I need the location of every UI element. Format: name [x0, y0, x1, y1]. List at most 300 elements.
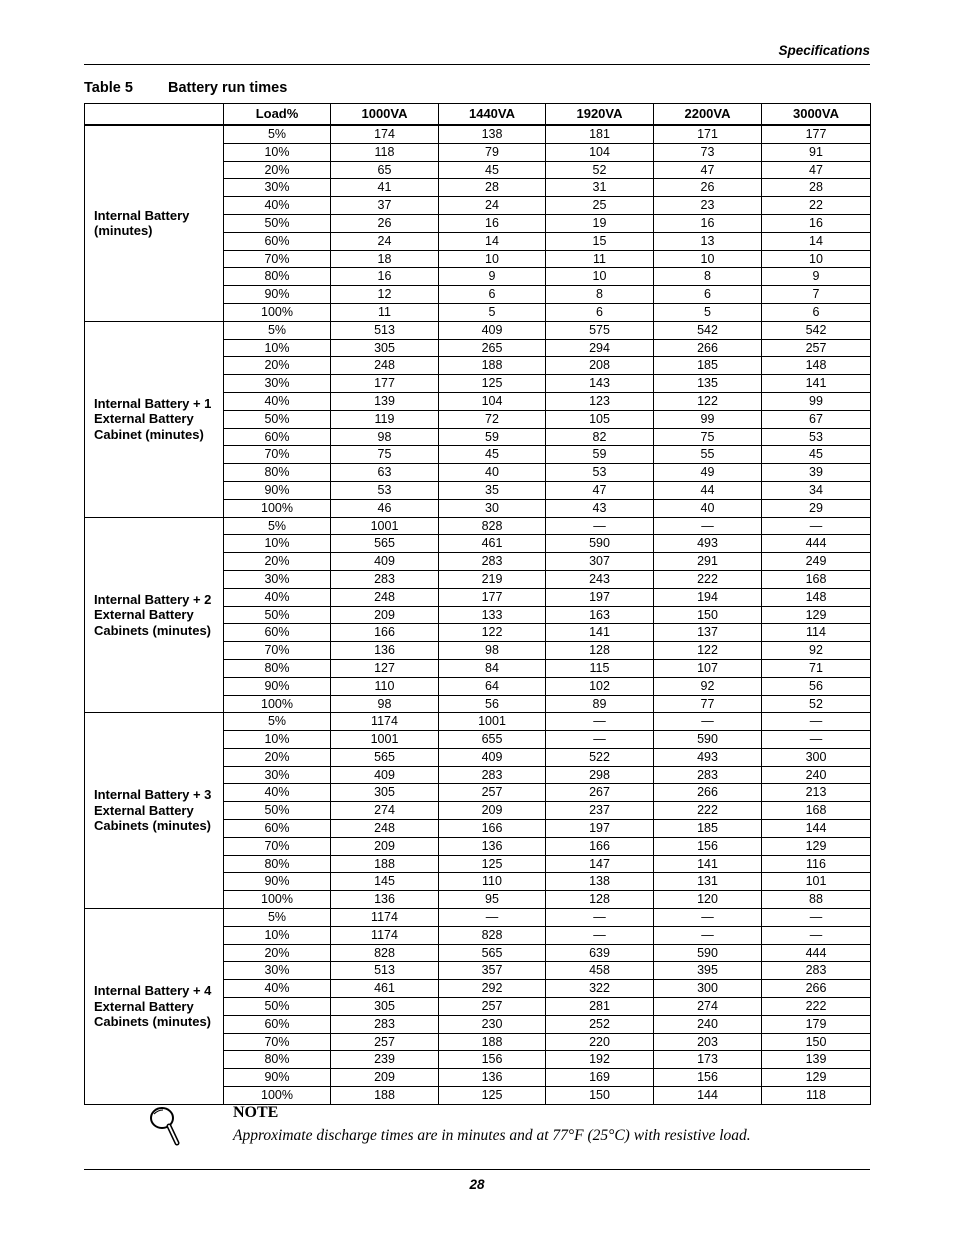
runtime-cell: 163	[546, 606, 654, 624]
runtime-cell: 305	[331, 339, 439, 357]
runtime-cell: 1174	[331, 909, 439, 927]
runtime-cell: 252	[546, 1015, 654, 1033]
runtime-cell: 119	[331, 410, 439, 428]
runtime-cell: 292	[439, 980, 546, 998]
runtime-cell: 6	[439, 286, 546, 304]
runtime-cell: 5	[654, 303, 762, 321]
group-label: Internal Battery + 1 External Battery Cabinet (minutes)	[85, 321, 224, 517]
runtime-cell: 128	[546, 891, 654, 909]
load-cell: 100%	[224, 695, 331, 713]
runtime-cell: 444	[762, 944, 871, 962]
runtime-cell: 542	[654, 321, 762, 339]
runtime-cell: 249	[762, 553, 871, 571]
runtime-cell: 125	[439, 1087, 546, 1105]
table-body	[85, 125, 871, 1104]
load-cell: 5%	[224, 517, 331, 535]
runtime-cell: 91	[762, 143, 871, 161]
runtime-cell: 37	[331, 197, 439, 215]
runtime-cell: 222	[654, 802, 762, 820]
load-cell: 40%	[224, 197, 331, 215]
runtime-cell: 14	[439, 232, 546, 250]
runtime-cell: 64	[439, 677, 546, 695]
runtime-cell: 29	[762, 499, 871, 517]
runtime-cell: 257	[762, 339, 871, 357]
runtime-cell: 565	[331, 535, 439, 553]
load-cell: 100%	[224, 1087, 331, 1105]
runtime-cell: 150	[762, 1033, 871, 1051]
load-cell: 90%	[224, 873, 331, 891]
load-cell: 5%	[224, 713, 331, 731]
runtime-cell: 136	[439, 1069, 546, 1087]
runtime-cell: 26	[654, 179, 762, 197]
runtime-cell: 110	[331, 677, 439, 695]
load-cell: 100%	[224, 891, 331, 909]
runtime-cell: 143	[546, 375, 654, 393]
runtime-cell: 92	[654, 677, 762, 695]
runtime-cell: 65	[331, 161, 439, 179]
load-cell: 20%	[224, 944, 331, 962]
runtime-cell: 31	[546, 179, 654, 197]
load-cell: 90%	[224, 1069, 331, 1087]
runtime-cell: 590	[546, 535, 654, 553]
battery-runtime-table	[84, 103, 871, 1105]
runtime-cell: 8	[546, 286, 654, 304]
runtime-cell: 104	[439, 392, 546, 410]
runtime-cell: 1001	[439, 713, 546, 731]
load-cell: 10%	[224, 143, 331, 161]
runtime-cell: 9	[762, 268, 871, 286]
runtime-cell: 1174	[331, 713, 439, 731]
runtime-cell: 122	[654, 642, 762, 660]
runtime-cell: 145	[331, 873, 439, 891]
runtime-cell: 150	[546, 1087, 654, 1105]
runtime-cell: —	[546, 517, 654, 535]
runtime-cell: 266	[762, 980, 871, 998]
runtime-cell: 41	[331, 179, 439, 197]
group-label: Internal Battery (minutes)	[85, 125, 224, 321]
load-cell: 80%	[224, 659, 331, 677]
runtime-cell: 141	[762, 375, 871, 393]
load-cell: 5%	[224, 909, 331, 927]
runtime-cell: 305	[331, 784, 439, 802]
runtime-cell: 322	[546, 980, 654, 998]
load-cell: 40%	[224, 392, 331, 410]
runtime-cell: 9	[439, 268, 546, 286]
runtime-cell: 307	[546, 553, 654, 571]
runtime-cell: 283	[331, 1015, 439, 1033]
runtime-cell: 188	[439, 357, 546, 375]
runtime-cell: 188	[439, 1033, 546, 1051]
runtime-cell: 8	[654, 268, 762, 286]
runtime-cell: 197	[546, 820, 654, 838]
runtime-cell: 147	[546, 855, 654, 873]
running-header: Specifications	[778, 43, 870, 58]
runtime-cell: 110	[439, 873, 546, 891]
runtime-cell: 26	[331, 214, 439, 232]
load-cell: 90%	[224, 481, 331, 499]
runtime-cell: 43	[546, 499, 654, 517]
runtime-cell: 565	[439, 944, 546, 962]
runtime-cell: 11	[331, 303, 439, 321]
runtime-cell: 84	[439, 659, 546, 677]
load-cell: 70%	[224, 446, 331, 464]
runtime-cell: 39	[762, 464, 871, 482]
load-cell: 70%	[224, 250, 331, 268]
runtime-cell: 136	[331, 642, 439, 660]
runtime-cell: 139	[331, 392, 439, 410]
runtime-cell: 294	[546, 339, 654, 357]
runtime-cell: 197	[546, 588, 654, 606]
runtime-cell: —	[546, 909, 654, 927]
runtime-cell: 522	[546, 748, 654, 766]
runtime-cell: 45	[439, 446, 546, 464]
runtime-cell: 49	[654, 464, 762, 482]
runtime-cell: 179	[762, 1015, 871, 1033]
load-cell: 100%	[224, 303, 331, 321]
runtime-cell: —	[654, 926, 762, 944]
runtime-cell: 188	[331, 1087, 439, 1105]
table-row	[85, 713, 871, 731]
runtime-cell: 95	[439, 891, 546, 909]
runtime-cell: 828	[331, 944, 439, 962]
runtime-cell: 98	[331, 695, 439, 713]
runtime-cell: 15	[546, 232, 654, 250]
runtime-cell: 47	[654, 161, 762, 179]
runtime-cell: 16	[654, 214, 762, 232]
runtime-cell: 25	[546, 197, 654, 215]
runtime-cell: 458	[546, 962, 654, 980]
runtime-cell: 283	[439, 766, 546, 784]
footer-divider	[84, 1169, 870, 1170]
header-divider	[84, 64, 870, 65]
load-cell: 60%	[224, 1015, 331, 1033]
runtime-cell: —	[762, 517, 871, 535]
table-row	[85, 517, 871, 535]
runtime-cell: 44	[654, 481, 762, 499]
load-cell: 70%	[224, 837, 331, 855]
runtime-cell: 14	[762, 232, 871, 250]
runtime-cell: 173	[654, 1051, 762, 1069]
load-cell: 30%	[224, 766, 331, 784]
runtime-cell: 127	[331, 659, 439, 677]
runtime-cell: 409	[331, 553, 439, 571]
runtime-cell: 73	[654, 143, 762, 161]
runtime-cell: 828	[439, 926, 546, 944]
runtime-cell: 63	[331, 464, 439, 482]
load-cell: 50%	[224, 802, 331, 820]
runtime-cell: 28	[762, 179, 871, 197]
note-text: Approximate discharge times are in minutes and at 77°F (25°C) with resistive load.	[233, 1127, 751, 1144]
runtime-cell: 300	[762, 748, 871, 766]
runtime-cell: 828	[439, 517, 546, 535]
runtime-cell: 513	[331, 962, 439, 980]
load-cell: 40%	[224, 784, 331, 802]
runtime-cell: 59	[546, 446, 654, 464]
runtime-cell: 24	[331, 232, 439, 250]
table-label: Table 5	[84, 80, 133, 96]
runtime-cell: —	[654, 517, 762, 535]
column-header: Load%	[224, 104, 331, 126]
runtime-cell: 639	[546, 944, 654, 962]
runtime-cell: 122	[439, 624, 546, 642]
runtime-cell: 82	[546, 428, 654, 446]
runtime-cell: 203	[654, 1033, 762, 1051]
runtime-cell: 248	[331, 357, 439, 375]
runtime-cell: 35	[439, 481, 546, 499]
runtime-cell: 219	[439, 570, 546, 588]
runtime-cell: 120	[654, 891, 762, 909]
group-label: Internal Battery + 4 External Battery Cabinets (minutes)	[85, 909, 224, 1105]
column-header: 2200VA	[654, 104, 762, 126]
runtime-cell: 298	[546, 766, 654, 784]
runtime-cell: 565	[331, 748, 439, 766]
runtime-cell: 655	[439, 731, 546, 749]
load-cell: 20%	[224, 357, 331, 375]
runtime-cell: 101	[762, 873, 871, 891]
runtime-cell: 11	[546, 250, 654, 268]
runtime-cell: 53	[546, 464, 654, 482]
load-cell: 10%	[224, 339, 331, 357]
runtime-cell: 24	[439, 197, 546, 215]
runtime-cell: 168	[762, 570, 871, 588]
runtime-cell: 16	[331, 268, 439, 286]
runtime-cell: 174	[331, 125, 439, 143]
runtime-cell: 461	[439, 535, 546, 553]
runtime-cell: 461	[331, 980, 439, 998]
runtime-cell: 222	[762, 998, 871, 1016]
runtime-cell: 209	[331, 837, 439, 855]
load-cell: 20%	[224, 161, 331, 179]
runtime-cell: 243	[546, 570, 654, 588]
runtime-cell: 150	[654, 606, 762, 624]
runtime-cell: 171	[654, 125, 762, 143]
runtime-cell: 257	[331, 1033, 439, 1051]
runtime-cell: 116	[762, 855, 871, 873]
runtime-cell: 136	[439, 837, 546, 855]
runtime-cell: 10	[546, 268, 654, 286]
runtime-cell: 148	[762, 357, 871, 375]
runtime-cell: 177	[439, 588, 546, 606]
load-cell: 10%	[224, 731, 331, 749]
runtime-cell: 30	[439, 499, 546, 517]
load-cell: 5%	[224, 125, 331, 143]
runtime-cell: 53	[331, 481, 439, 499]
runtime-cell: 138	[439, 125, 546, 143]
runtime-cell: 409	[439, 748, 546, 766]
runtime-cell: 137	[654, 624, 762, 642]
runtime-cell: 240	[762, 766, 871, 784]
load-cell: 70%	[224, 1033, 331, 1051]
runtime-cell: 59	[439, 428, 546, 446]
runtime-cell: 10	[654, 250, 762, 268]
runtime-cell: 122	[654, 392, 762, 410]
runtime-cell: 55	[654, 446, 762, 464]
load-cell: 5%	[224, 321, 331, 339]
runtime-cell: 444	[762, 535, 871, 553]
runtime-cell: 185	[654, 357, 762, 375]
load-cell: 80%	[224, 855, 331, 873]
runtime-cell: 266	[654, 339, 762, 357]
runtime-cell: 19	[546, 214, 654, 232]
runtime-cell: 133	[439, 606, 546, 624]
runtime-cell: —	[762, 909, 871, 927]
runtime-cell: 118	[762, 1087, 871, 1105]
load-cell: 30%	[224, 570, 331, 588]
table-row	[85, 909, 871, 927]
runtime-cell: 139	[762, 1051, 871, 1069]
runtime-cell: 56	[762, 677, 871, 695]
runtime-cell: 141	[654, 855, 762, 873]
runtime-cell: 52	[546, 161, 654, 179]
table-row	[85, 125, 871, 143]
note-title: NOTE	[233, 1104, 279, 1121]
runtime-cell: 274	[654, 998, 762, 1016]
runtime-cell: 12	[331, 286, 439, 304]
load-cell: 20%	[224, 553, 331, 571]
column-header: 3000VA	[762, 104, 871, 126]
runtime-cell: 248	[331, 820, 439, 838]
load-cell: 60%	[224, 428, 331, 446]
load-cell: 60%	[224, 820, 331, 838]
runtime-cell: —	[546, 713, 654, 731]
load-cell: 80%	[224, 268, 331, 286]
runtime-cell: 136	[331, 891, 439, 909]
runtime-cell: 395	[654, 962, 762, 980]
header-blank-cell	[85, 104, 224, 126]
runtime-cell: —	[762, 926, 871, 944]
load-cell: 100%	[224, 499, 331, 517]
runtime-cell: 104	[546, 143, 654, 161]
runtime-cell: 291	[654, 553, 762, 571]
runtime-cell: 40	[654, 499, 762, 517]
runtime-cell: 357	[439, 962, 546, 980]
table-row	[85, 321, 871, 339]
runtime-cell: 493	[654, 748, 762, 766]
runtime-cell: 118	[331, 143, 439, 161]
runtime-cell: 47	[546, 481, 654, 499]
runtime-cell: 144	[762, 820, 871, 838]
runtime-cell: —	[654, 909, 762, 927]
runtime-cell: 34	[762, 481, 871, 499]
runtime-cell: 230	[439, 1015, 546, 1033]
runtime-cell: 135	[654, 375, 762, 393]
load-cell: 50%	[224, 606, 331, 624]
runtime-cell: 177	[331, 375, 439, 393]
runtime-cell: 194	[654, 588, 762, 606]
runtime-cell: 144	[654, 1087, 762, 1105]
runtime-cell: 166	[439, 820, 546, 838]
runtime-cell: 209	[331, 606, 439, 624]
runtime-cell: 166	[546, 837, 654, 855]
runtime-cell: 125	[439, 375, 546, 393]
runtime-cell: 56	[439, 695, 546, 713]
runtime-cell: 98	[331, 428, 439, 446]
runtime-cell: 13	[654, 232, 762, 250]
magnifier-icon	[146, 1104, 186, 1148]
runtime-cell: 409	[331, 766, 439, 784]
runtime-cell: —	[654, 713, 762, 731]
runtime-cell: 265	[439, 339, 546, 357]
runtime-cell: 115	[546, 659, 654, 677]
runtime-cell: 79	[439, 143, 546, 161]
runtime-cell: 18	[331, 250, 439, 268]
runtime-cell: 16	[439, 214, 546, 232]
runtime-cell: 99	[762, 392, 871, 410]
load-cell: 80%	[224, 1051, 331, 1069]
page-number: 28	[469, 1177, 485, 1192]
runtime-cell: 141	[546, 624, 654, 642]
runtime-cell: 283	[331, 570, 439, 588]
runtime-cell: 1001	[331, 517, 439, 535]
runtime-cell: 168	[762, 802, 871, 820]
load-cell: 30%	[224, 962, 331, 980]
runtime-cell: 209	[331, 1069, 439, 1087]
runtime-cell: —	[546, 926, 654, 944]
runtime-cell: 46	[331, 499, 439, 517]
load-cell: 60%	[224, 624, 331, 642]
runtime-cell: 71	[762, 659, 871, 677]
runtime-cell: 283	[439, 553, 546, 571]
runtime-cell: 129	[762, 837, 871, 855]
runtime-cell: —	[546, 731, 654, 749]
runtime-cell: 305	[331, 998, 439, 1016]
runtime-cell: 129	[762, 606, 871, 624]
runtime-cell: —	[439, 909, 546, 927]
runtime-cell: 131	[654, 873, 762, 891]
runtime-cell: 40	[439, 464, 546, 482]
runtime-cell: 6	[546, 303, 654, 321]
column-header: 1440VA	[439, 104, 546, 126]
load-cell: 20%	[224, 748, 331, 766]
runtime-cell: 47	[762, 161, 871, 179]
load-cell: 90%	[224, 286, 331, 304]
runtime-cell: 156	[439, 1051, 546, 1069]
runtime-cell: 213	[762, 784, 871, 802]
load-cell: 80%	[224, 464, 331, 482]
runtime-cell: 590	[654, 731, 762, 749]
runtime-cell: 6	[762, 303, 871, 321]
column-header: 1920VA	[546, 104, 654, 126]
runtime-cell: 102	[546, 677, 654, 695]
runtime-cell: 192	[546, 1051, 654, 1069]
runtime-cell: 77	[654, 695, 762, 713]
column-header: 1000VA	[331, 104, 439, 126]
runtime-cell: 493	[654, 535, 762, 553]
runtime-cell: 274	[331, 802, 439, 820]
runtime-cell: 248	[331, 588, 439, 606]
load-cell: 90%	[224, 677, 331, 695]
runtime-cell: 575	[546, 321, 654, 339]
runtime-cell: 266	[654, 784, 762, 802]
runtime-cell: 52	[762, 695, 871, 713]
load-cell: 60%	[224, 232, 331, 250]
runtime-cell: 125	[439, 855, 546, 873]
group-label: Internal Battery + 3 External Battery Cabinets (minutes)	[85, 713, 224, 909]
runtime-cell: 16	[762, 214, 871, 232]
runtime-cell: 156	[654, 1069, 762, 1087]
runtime-cell: 107	[654, 659, 762, 677]
runtime-cell: 45	[762, 446, 871, 464]
runtime-cell: 257	[439, 784, 546, 802]
runtime-cell: 300	[654, 980, 762, 998]
load-cell: 40%	[224, 980, 331, 998]
table-caption	[84, 80, 288, 96]
runtime-cell: 1001	[331, 731, 439, 749]
runtime-cell: 1174	[331, 926, 439, 944]
runtime-cell: 22	[762, 197, 871, 215]
runtime-cell: 257	[439, 998, 546, 1016]
runtime-cell: 138	[546, 873, 654, 891]
